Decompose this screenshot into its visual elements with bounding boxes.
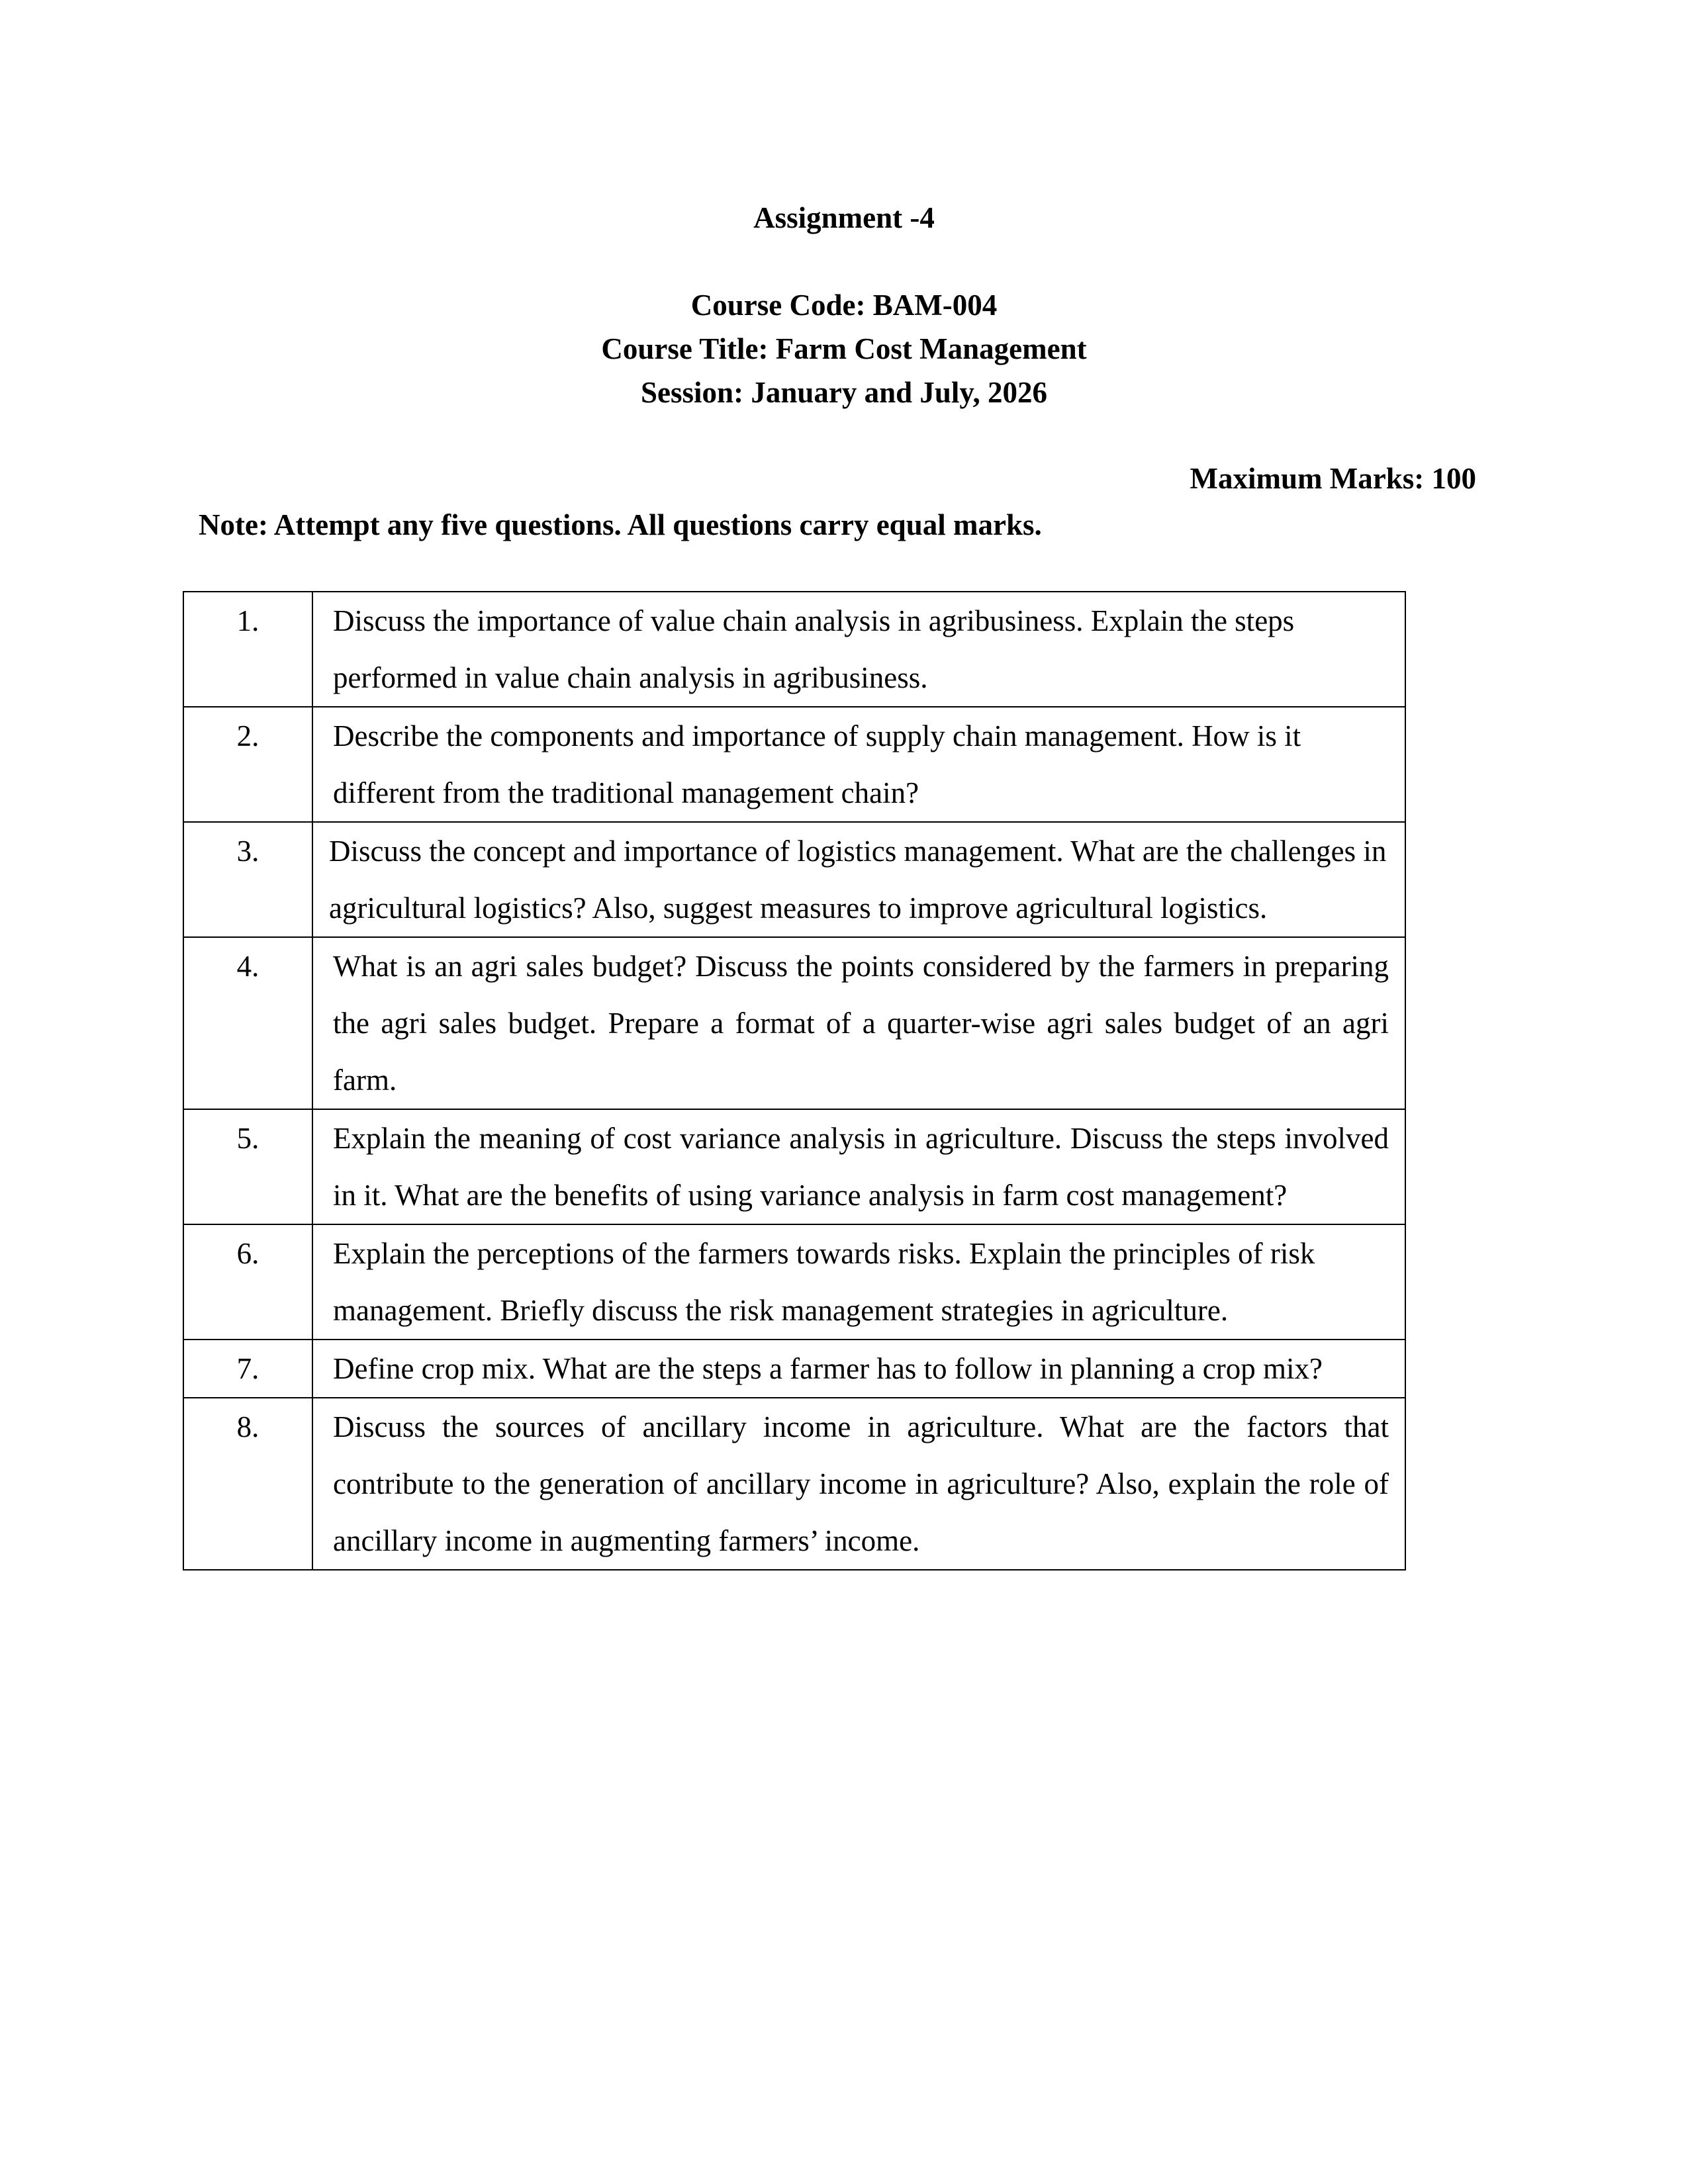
table-row xyxy=(183,1340,1405,1398)
question-text: What is an agri sales budget? Discuss the points considered by the farmers in preparing the agri sales budget. Prepare a format of a quarter-wise agri sales budget of an agri farm. xyxy=(312,937,1405,1109)
question-text: Discuss the concept and importance of logistics management. What are the challenges in agricultural logistics? Also, suggest measures to improve agricultural logistics. xyxy=(312,822,1405,937)
note: Note: Attempt any five questions. All questions carry equal marks. xyxy=(199,508,1042,541)
table-row xyxy=(183,1109,1405,1224)
session: Session: January and July, 2026 xyxy=(641,376,1047,409)
questions-table xyxy=(183,591,1406,1570)
table-row xyxy=(183,822,1405,937)
table-row xyxy=(183,592,1405,707)
question-text: Discuss the sources of ancillary income in agriculture. What are the factors that contribute to the generation of ancillary income in agriculture? Also, explain the role of ancillary income in augmenting farmers’ income. xyxy=(312,1398,1405,1570)
question-number: 8. xyxy=(183,1398,312,1570)
question-text: Describe the components and importance of supply chain management. How is it different from the traditional management chain? xyxy=(312,707,1405,822)
question-number: 3. xyxy=(183,822,312,937)
maximum-marks: Maximum Marks: 100 xyxy=(1190,462,1476,495)
assignment-title: Assignment -4 xyxy=(753,201,935,234)
table-row xyxy=(183,1224,1405,1340)
table-row xyxy=(183,937,1405,1109)
question-number: 5. xyxy=(183,1109,312,1224)
course-title: Course Title: Farm Cost Management xyxy=(601,332,1087,365)
question-text: Explain the meaning of cost variance analysis in agriculture. Discuss the steps involved in it. What are the benefits of using variance analysis in farm cost management? xyxy=(312,1109,1405,1224)
question-number: 2. xyxy=(183,707,312,822)
question-text: Discuss the importance of value chain analysis in agribusiness. Explain the steps performed in value chain analysis in agribusiness. xyxy=(312,592,1405,707)
question-text: Explain the perceptions of the farmers towards risks. Explain the principles of risk management. Briefly discuss the risk management strategies in agriculture. xyxy=(312,1224,1405,1340)
question-number: 7. xyxy=(183,1340,312,1398)
question-text: Define crop mix. What are the steps a farmer has to follow in planning a crop mix? xyxy=(312,1340,1405,1398)
question-number: 4. xyxy=(183,937,312,1109)
question-number: 1. xyxy=(183,592,312,707)
course-code: Course Code: BAM-004 xyxy=(690,289,998,322)
table-row xyxy=(183,1398,1405,1570)
question-number: 6. xyxy=(183,1224,312,1340)
table-row xyxy=(183,707,1405,822)
